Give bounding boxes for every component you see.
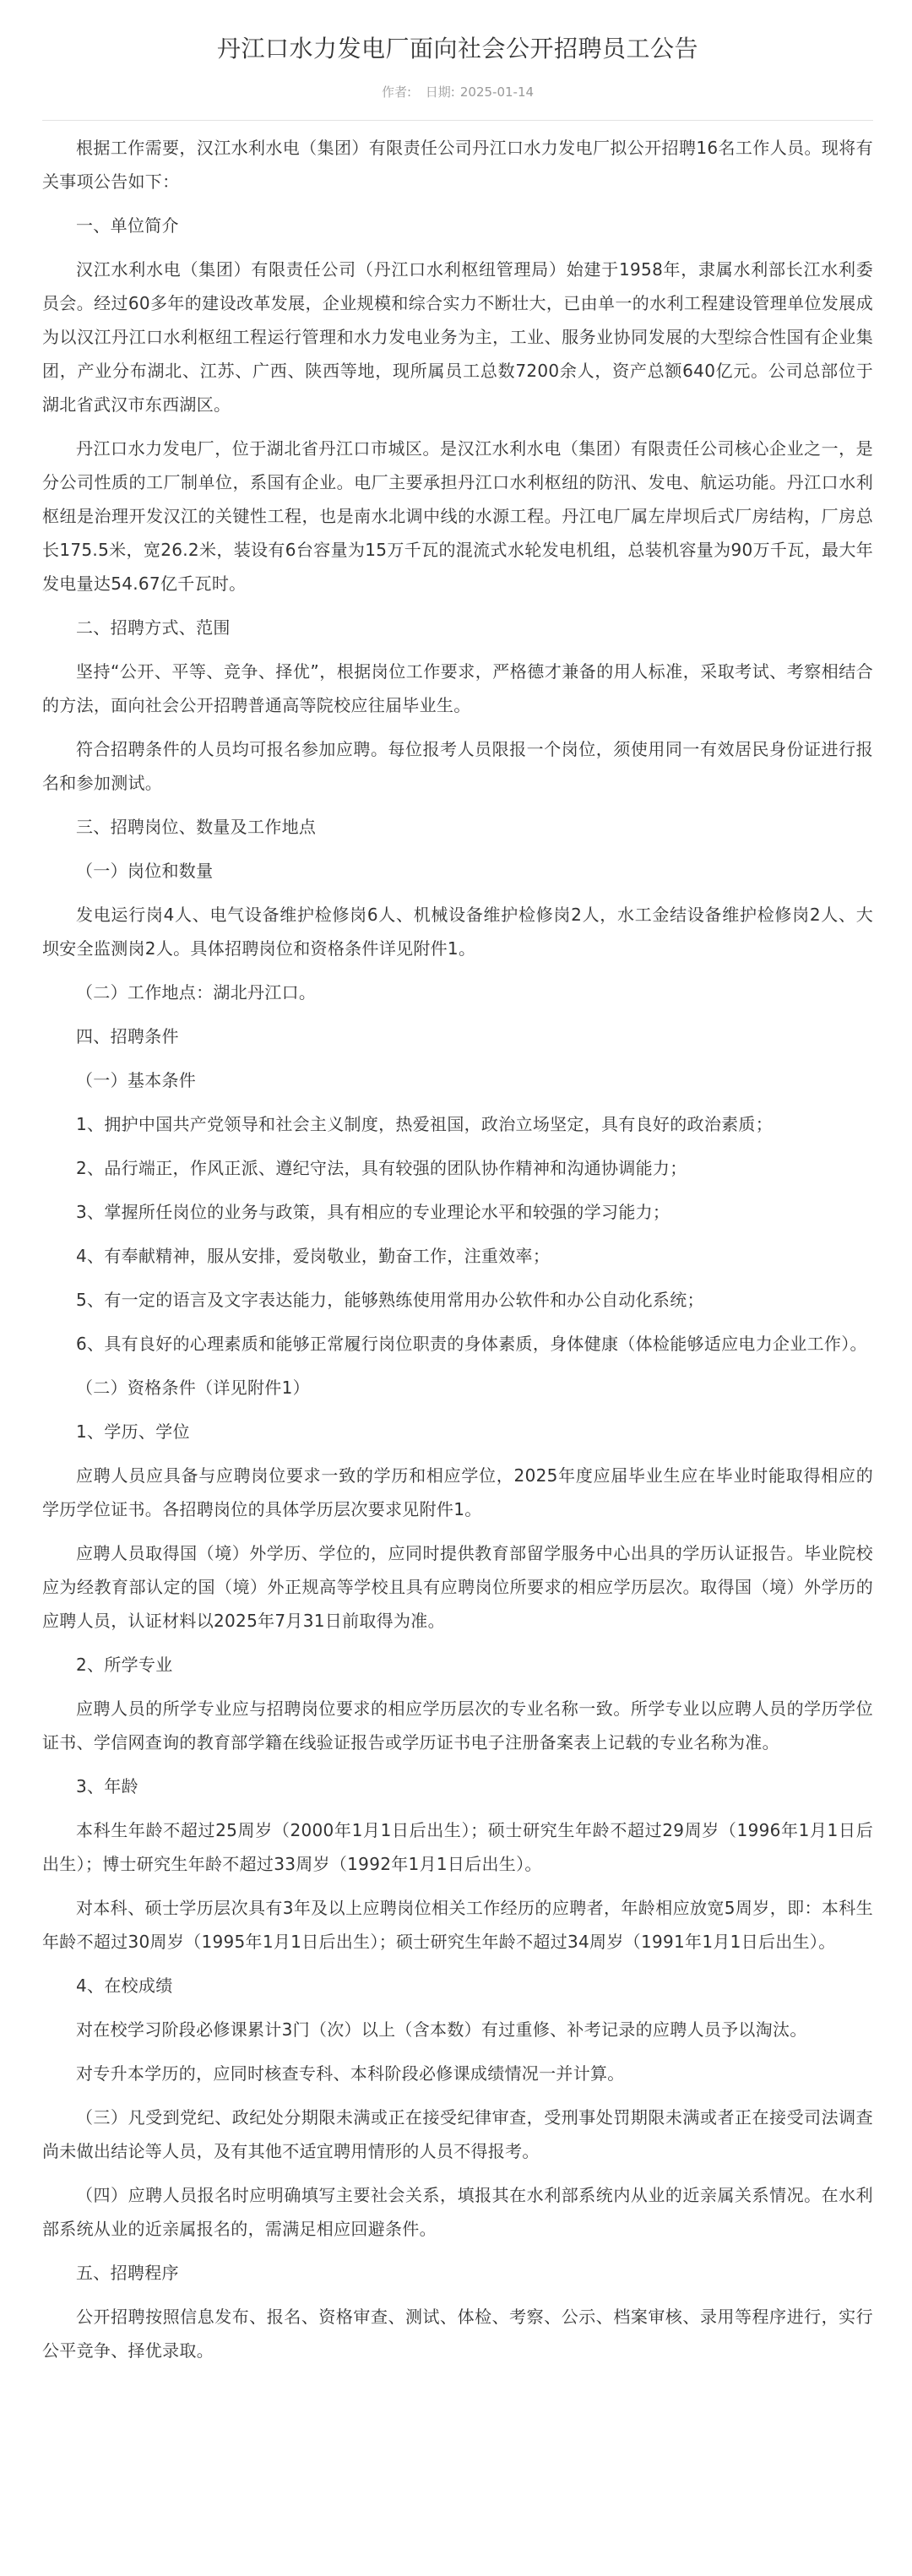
article-paragraph: 坚持“公开、平等、竞争、择优”，根据岗位工作要求，严格德才兼备的用人标准，采取考试、考察相结合的方法，面向社会公开招聘普通高等院校应往届毕业生。 <box>42 661 873 715</box>
article-paragraph: 公开招聘按照信息发布、报名、资格审查、测试、体检、考察、公示、档案审核、录用等程序进行，实行公平竞争、择优录取。 <box>42 2307 873 2361</box>
article-paragraph: 汉江水利水电（集团）有限责任公司（丹江口水利枢纽管理局）始建于1958年，隶属水利部长江水利委员会。经过60多年的建设改革发展，企业规模和综合实力不断壮大，已由单一的水利工程建设管理单位发展成为以汉江丹江口水利枢纽工程运行管理和水力发电业务为主，工业、服务业协同发展的大型综合性国有企业集团，产业分布湖北、江苏、广西、陕西等地，现所属员工总数7200余人，资产总额640亿元。公司总部位于湖北省武汉市东西湖区。 <box>42 259 873 415</box>
article-paragraph: 5、有一定的语言及文字表达能力，能够熟练使用常用办公软件和办公自动化系统； <box>76 1290 704 1310</box>
article-paragraph: （一）基本条件 <box>76 1070 197 1090</box>
article-paragraph: 四、招聘条件 <box>76 1026 179 1046</box>
article-paragraph: 2、所学专业 <box>76 1655 173 1675</box>
article-paragraph: 3、掌握所任岗位的业务与政策，具有相应的专业理论水平和较强的学习能力； <box>76 1202 670 1222</box>
article-paragraph: （一）岗位和数量 <box>76 861 214 881</box>
article-paragraph: 发电运行岗4人、电气设备维护检修岗6人、机械设备维护检修岗2人，水工金结设备维护检修岗2人、大坝安全监测岗2人。具体招聘岗位和资格条件详见附件1。 <box>42 905 873 959</box>
article-paragraph: 应聘人员应具备与应聘岗位要求一致的学历和相应学位，2025年度应届毕业生应在毕业时能取得相应的学历学位证书。各招聘岗位的具体学历层次要求见附件1。 <box>42 1465 873 1519</box>
article-paragraph: 对在校学习阶段必修课累计3门（次）以上（含本数）有过重修、补考记录的应聘人员予以淘汰。 <box>76 2019 807 2040</box>
article-paragraph: 1、学历、学位 <box>76 1421 190 1442</box>
article-paragraph: 4、有奉献精神，服从安排，爱岗敬业，勤奋工作，注重效率； <box>76 1246 551 1266</box>
article-paragraph: 4、在校成绩 <box>76 1975 173 1996</box>
article-body <box>42 121 873 2367</box>
article-paragraph: 丹江口水力发电厂，位于湖北省丹江口市城区。是汉江水利水电（集团）有限责任公司核心企业之一，是分公司性质的工厂制单位，系国有企业。电厂主要承担丹江口水利枢纽的防汛、发电、航运功能。丹江口水利枢纽是治理开发汉江的关键性工程，也是南水北调中线的水源工程。丹江电厂属左岸坝后式厂房结构，厂房总长175.5米，宽26.2米，装设有6台容量为15万千瓦的混流式水轮发电机组，总装机容量为90万千瓦，最大年发电量达54.67亿千瓦时。 <box>42 438 873 594</box>
article-paragraph: 符合招聘条件的人员均可报名参加应聘。每位报考人员限报一个岗位，须使用同一有效居民身份证进行报名和参加测试。 <box>42 739 873 793</box>
article-paragraph: （二）工作地点：湖北丹江口。 <box>76 982 317 1003</box>
article-paragraph: 1、拥护中国共产党领导和社会主义制度，热爱祖国，政治立场坚定，具有良好的政治素质； <box>76 1114 774 1134</box>
publish-date: 2025-01-14 <box>459 84 535 100</box>
date-label: 日期: <box>425 84 455 100</box>
article-paragraph: 2、品行端正，作风正派、遵纪守法，具有较强的团队协作精神和沟通协调能力； <box>76 1158 687 1178</box>
article-title: 丹江口水力发电厂面向社会公开招聘员工公告 <box>216 35 698 62</box>
article-paragraph: （二）资格条件（详见附件1） <box>76 1378 310 1398</box>
article-paragraph: 6、具有良好的心理素质和能够正常履行岗位职责的身体素质，身体健康（体检能够适应电力企业工作）。 <box>76 1334 867 1354</box>
article-paragraph: 三、招聘岗位、数量及工作地点 <box>76 817 317 837</box>
article-paragraph: （三）凡受到党纪、政纪处分期限未满或正在接受纪律审查，受刑事处罚期限未满或者正在接受司法调查尚未做出结论等人员，及有其他不适宜聘用情形的人员不得报考。 <box>42 2107 873 2161</box>
article-paragraph: 对专升本学历的，应同时核查专科、本科阶段必修课成绩情况一并计算。 <box>76 2063 625 2084</box>
article-paragraph: 二、招聘方式、范围 <box>76 617 231 638</box>
article-paragraph: 一、单位简介 <box>76 215 179 236</box>
article-paragraph: 根据工作需要，汉江水利水电（集团）有限责任公司丹江口水力发电厂拟公开招聘16名工作人员。现将有关事项公告如下： <box>42 138 873 192</box>
article-paragraph: 本科生年龄不超过25周岁（2000年1月1日后出生）；硕士研究生年龄不超过29周岁（1996年1月1日后出生）；博士研究生年龄不超过33周岁（1992年1月1日后出生）。 <box>42 1820 873 1874</box>
article-paragraph: 3、年龄 <box>76 1776 138 1796</box>
article-paragraph: 五、招聘程序 <box>76 2263 179 2283</box>
article-paragraph: （四）应聘人员报名时应明确填写主要社会关系，填报其在水利部系统内从业的近亲属关系情况。在水利部系统从业的近亲属报名的，需满足相应回避条件。 <box>42 2185 873 2239</box>
article-paragraph: 应聘人员取得国（境）外学历、学位的，应同时提供教育部留学服务中心出具的学历认证报告。毕业院校应为经教育部认定的国（境）外正规高等学校且具有应聘岗位所要求的相应学历层次。取得国（境）外学历的应聘人员，认证材料以2025年7月31日前取得为准。 <box>42 1543 873 1631</box>
author-label: 作者: <box>381 84 412 100</box>
article-meta <box>42 83 873 101</box>
article-paragraph: 应聘人员的所学专业应与招聘岗位要求的相应学历层次的专业名称一致。所学专业以应聘人员的学历学位证书、学信网查询的教育部学籍在线验证报告或学历证书电子注册备案表上记载的专业名称为准。 <box>42 1698 873 1753</box>
article-paragraph: 对本科、硕士学历层次具有3年及以上应聘岗位相关工作经历的应聘者，年龄相应放宽5周岁，即：本科生年龄不超过30周岁（1995年1月1日后出生）；硕士研究生年龄不超过34周岁（1991年1月1日后出生）。 <box>42 1898 873 1952</box>
